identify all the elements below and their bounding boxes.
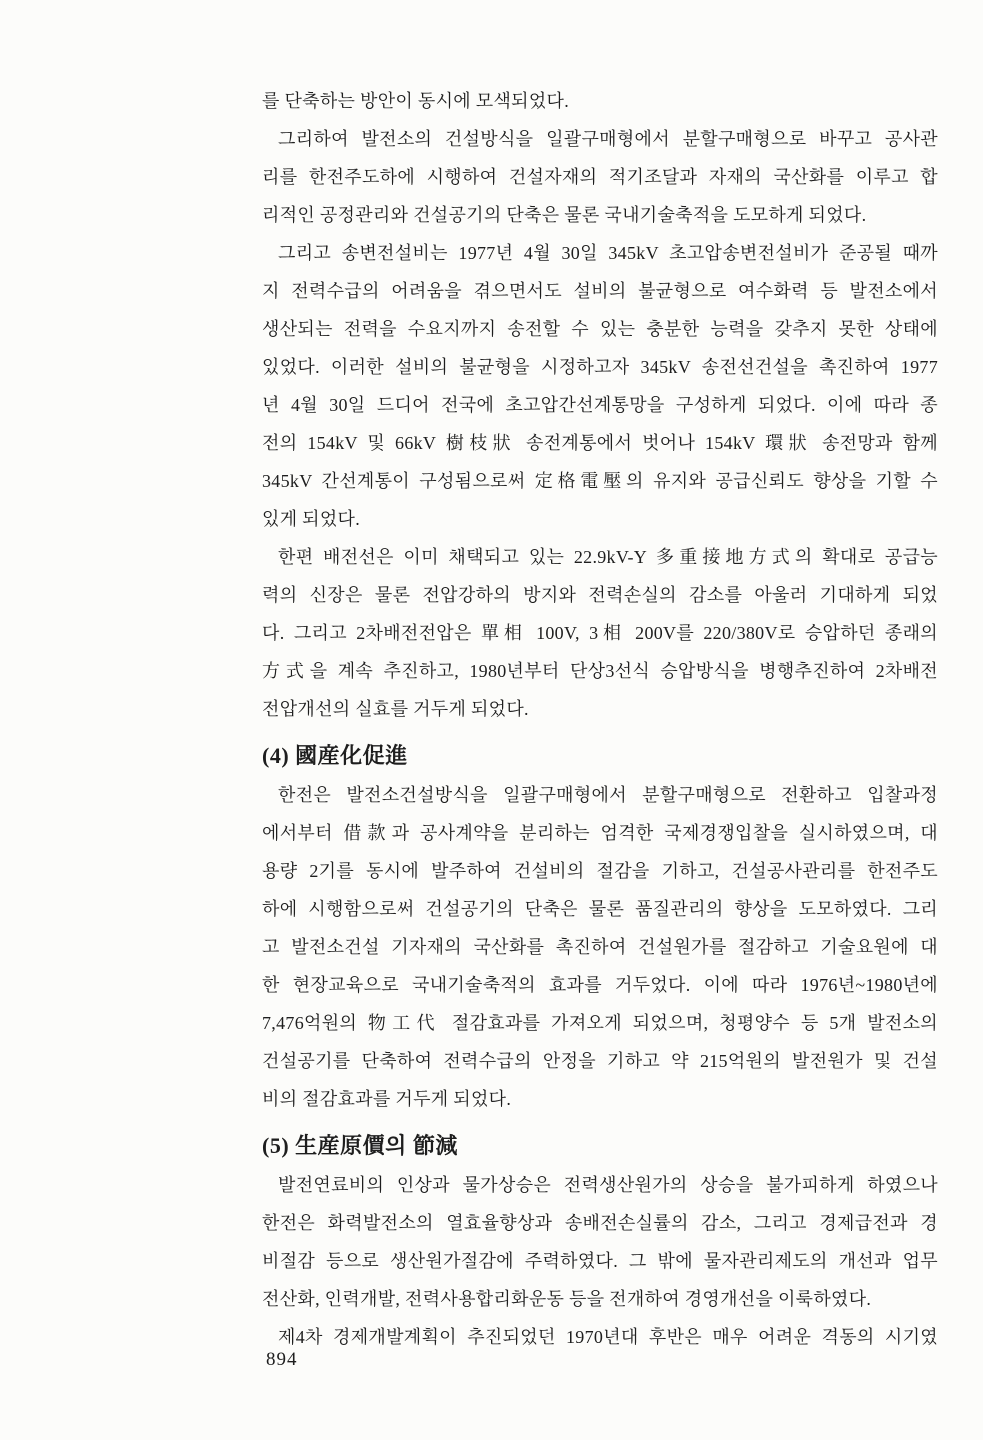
text-line: 한편 배전선은 이미 채택되고 있는 22.9kV-Y 多重接地方式의 확대로 공급능 bbox=[278, 547, 938, 567]
text-line: 생산되는 전력을 수요지까지 송전할 수 있는 충분한 능력을 갖추지 못한 상태에 bbox=[262, 319, 938, 339]
text-line: 한 현장교육으로 국내기술축적의 효과를 거두었다. 이에 따라 1976년~1980년에 bbox=[262, 975, 938, 995]
text-line: 력의 신장은 물론 전압강하의 방지와 전력손실의 감소를 아울러 기대하게 되었 bbox=[262, 585, 938, 605]
text-line: 건설공기를 단축하여 전력수급의 안정을 기하고 약 215억원의 발전원가 및 건설 bbox=[262, 1051, 938, 1071]
text-line: 비절감 등으로 생산원가절감에 주력하였다. 그 밖에 물자관리제도의 개선과 업무 bbox=[262, 1251, 938, 1271]
text-line: 리적인 공정관리와 건설공기의 단축은 물론 국내기술축적을 도모하게 되었다. bbox=[262, 205, 867, 225]
text-line: 있었다. 이러한 설비의 불균형을 시정하고자 345kV 송전선건설을 촉진하여 1977 bbox=[262, 357, 938, 377]
text-line: 345kV 간선계통이 구성됨으로써 定格電壓의 유지와 공급신뢰도 향상을 기할 수 bbox=[262, 471, 938, 491]
text-line: 를 단축하는 방안이 동시에 모색되었다. bbox=[262, 91, 570, 111]
text-line: 리를 한전주도하에 시행하여 건설자재의 적기조달과 자재의 국산화를 이루고 합 bbox=[262, 167, 938, 187]
text-line: 方式을 계속 추진하고, 1980년부터 단상3선식 승압방식을 병행추진하여 2차배전 bbox=[262, 661, 938, 681]
text-line: 그리고 송변전설비는 1977년 4월 30일 345kV 초고압송변전설비가 준공될 때까 bbox=[278, 243, 938, 263]
page-number: 894 bbox=[266, 1349, 298, 1370]
text-line: 고 발전소건설 기자재의 국산화를 촉진하여 건설원가를 절감하고 기술요원에 대 bbox=[262, 937, 938, 957]
text-column bbox=[262, 82, 938, 1356]
text-line: 다. 그리고 2차배전전압은 單相 100V, 3相 200V를 220/380V로 승압하던 종래의 bbox=[262, 623, 938, 643]
text-line: 전의 154kV 및 66kV 樹枝狀 송전계통에서 벗어나 154kV 環狀 송전망과 함께 bbox=[262, 433, 938, 453]
section-heading-5: (5) 生産原價의 節減 bbox=[262, 1133, 458, 1158]
text-line: 있게 되었다. bbox=[262, 509, 361, 529]
text-line: 제4차 경제개발계획이 추진되었던 1970년대 후반은 매우 어려운 격동의 시기였 bbox=[278, 1327, 938, 1347]
text-line: 한전은 발전소건설방식을 일괄구매형에서 분할구매형으로 전환하고 입찰과정 bbox=[278, 785, 938, 805]
text-line: 지 전력수급의 어려움을 겪으면서도 설비의 불균형으로 여수화력 등 발전소에서 bbox=[262, 281, 938, 301]
text-line: 전산화, 인력개발, 전력사용합리화운동 등을 전개하여 경영개선을 이룩하였다. bbox=[262, 1289, 872, 1309]
text-line: 한전은 화력발전소의 열효율향상과 송배전손실률의 감소, 그리고 경제급전과 경 bbox=[262, 1213, 938, 1233]
text-line: 그리하여 발전소의 건설방식을 일괄구매형에서 분할구매형으로 바꾸고 공사관 bbox=[278, 129, 938, 149]
text-line: 발전연료비의 인상과 물가상승은 전력생산원가의 상승을 불가피하게 하였으나 bbox=[278, 1175, 939, 1195]
text-line: 하에 시행함으로써 건설공기의 단축은 물론 품질관리의 향상을 도모하였다. 그리 bbox=[262, 899, 938, 919]
text-line: 비의 절감효과를 거두게 되었다. bbox=[262, 1089, 512, 1109]
text-line: 에서부터 借款과 공사계약을 분리하는 엄격한 국제경쟁입찰을 실시하였으며, 대 bbox=[262, 823, 938, 843]
text-line: 년 4월 30일 드디어 전국에 초고압간선계통망을 구성하게 되었다. 이에 따라 종 bbox=[262, 395, 938, 415]
text-line: 용량 2기를 동시에 발주하여 건설비의 절감을 기하고, 건설공사관리를 한전주도 bbox=[262, 861, 938, 881]
section-heading-4: (4) 國産化促進 bbox=[262, 743, 408, 768]
text-line: 7,476억원의 物工代 절감효과를 가져오게 되었으며, 청평양수 등 5개 발전소의 bbox=[262, 1013, 938, 1033]
text-line: 전압개선의 실효를 거두게 되었다. bbox=[262, 699, 529, 719]
